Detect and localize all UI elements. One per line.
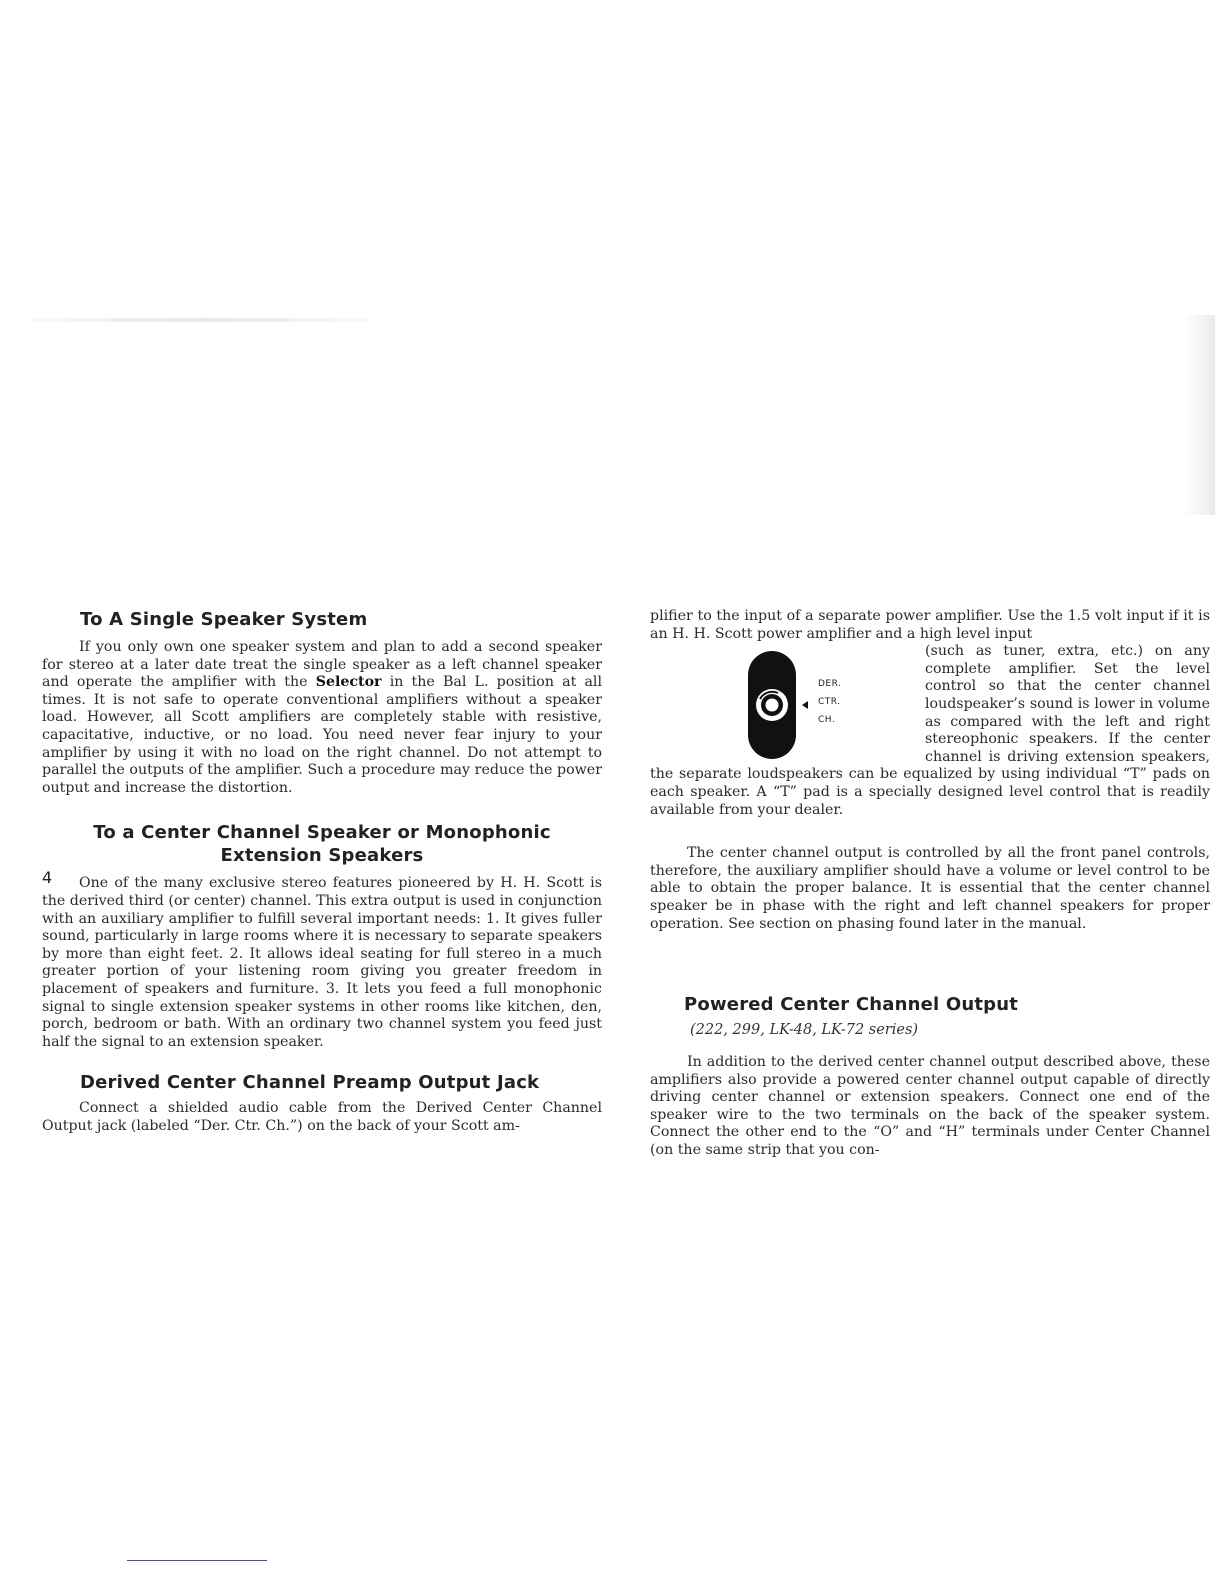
paragraph-center-channel: One of the many exclusive stereo features pioneered by H. H. Scott is the derived third (or center) channel. This extra output is used in conjunction with an auxiliary amplifier to fulfill several important needs: 1. It gives fuller sound, particularly in large rooms where it is necessary to separate speakers by more than eight feet. 2. It allows ideal seating for full stereo in a much greater portion of your listening room giving you greater freedom in placement of speakers and furniture. 3. It lets you feed a full monophonic signal to single extension speaker systems in other rooms like kitchen, den, porch, bedroom or bath. With an ordinary two channel system you feed just half the signal to an extension speaker. [42, 875, 602, 1050]
selector-term: Selector [315, 674, 382, 691]
section-heading-powered-center: Powered Center Channel Output [684, 994, 1019, 1016]
paragraph-level-control: (such as tuner, extra, etc.) on any complete amplifier. Set the level control so that the center channel loudspeaker’s sound is lower in volume as compared with the left and right stereophonic speakers. If the center channel is driving extension speakers, the separate loudspeakers can be equalized by using individual “T” pads on each speaker. A “T” pad is a specially designed level control that is readily available from your dealer. [650, 643, 1210, 818]
scan-artifact-top [30, 318, 370, 322]
scan-artifact-edge [1185, 315, 1215, 515]
right-column [650, 608, 1210, 1160]
heading-line-2: Extension Speakers [220, 845, 424, 867]
paragraph-powered-center: In addition to the derived center channel output described above, these amplifiers also provide a powered center channel output capable of directly driving center channel or extension speakers. Connect one end of the speaker wire to the two terminals on the back of the speaker system. Connect the other end to the “O” and “H” terminals under Center Channel (on the same strip that you con- [650, 1054, 1210, 1159]
footer-rule [127, 1560, 267, 1561]
section-heading-preamp-output: Derived Center Channel Preamp Output Jack [80, 1072, 540, 1094]
paragraph-single-speaker: If you only own one speaker system and plan to add a second speaker for stereo at a later date treat the single speaker as a left channel speaker and operate the amplifier with the Selector in the Bal L. position at all times. It is not safe to operate conventional amplifiers without a speaker load. However, all Scott amplifiers are completely stable with resistive, capacitative, inductive, or no load. You need never fear injury to your amplifier by using it with no load on the right channel. Do not attempt to parallel the outputs of the amplifier. Such a procedure may reduce the power output and increase the distortion. [42, 639, 602, 796]
jack-label-ch: CH. [818, 715, 836, 726]
paragraph-preamp-output: Connect a shielded audio cable from the Derived Center Channel Output jack (labeled “Der. Ctr. Ch.”) on the back of your Scott am- [42, 1100, 602, 1134]
jack-illustration [650, 647, 925, 765]
jack-label-ctr: CTR. [818, 697, 841, 708]
left-column [42, 608, 602, 1135]
rca-jack-icon [740, 647, 860, 765]
model-series-subtitle: (222, 299, LK-48, LK-72 series) [690, 1022, 919, 1039]
left-triangle-icon [802, 701, 808, 709]
section-heading-single-speaker: To A Single Speaker System [80, 609, 368, 630]
paragraph-continued-top: plifier to the input of a separate power amplifier. Use the 1.5 volt input if it is an H. H. Scott power amplifier and a high level input [650, 608, 1210, 642]
section-heading-center-channel [42, 821, 602, 867]
heading-line-1: To a Center Channel Speaker or Monophonic [93, 822, 551, 844]
jack-label-der: DER. [818, 679, 842, 690]
paragraph-front-panel: The center channel output is controlled by all the front panel controls, therefore, the auxiliary amplifier should have a volume or level control to be able to obtain the proper balance. It is essential that the center channel speaker be in phase with the right and left channel speakers for proper operation. See section on phasing found later in the manual. [650, 845, 1210, 932]
page-number: 4 [42, 868, 53, 887]
